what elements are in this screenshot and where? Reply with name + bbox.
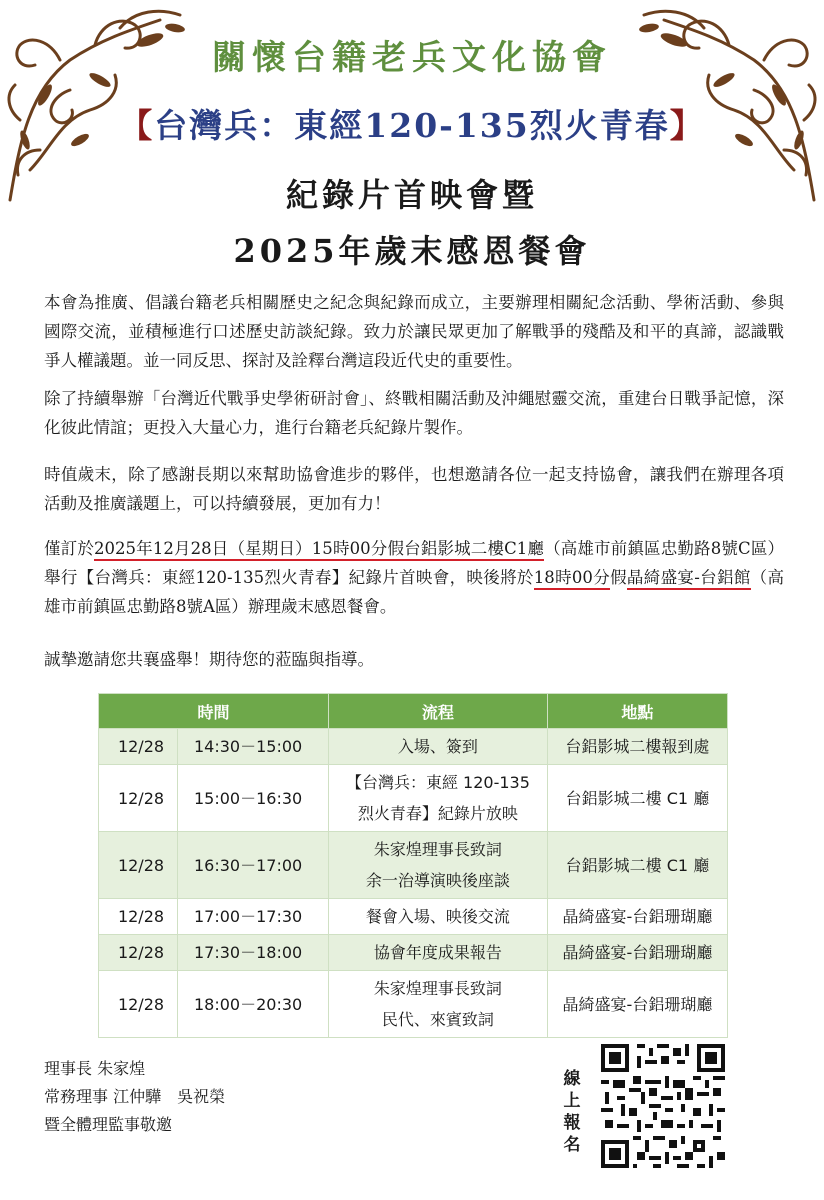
row-time: 16:30－17:00 <box>178 832 329 899</box>
online-registration-label: 線上報名 <box>563 1069 581 1155</box>
qr-code-icon[interactable] <box>597 1040 729 1172</box>
film-title-bracket-close: 】 <box>669 106 705 145</box>
row-time: 17:00－17:30 <box>178 899 329 935</box>
row-flow: 協會年度成果報告 <box>329 935 548 971</box>
row-flow <box>329 765 548 832</box>
row-time: 15:00－16:30 <box>178 765 329 832</box>
film-title-bracket-open: 【 <box>119 106 155 145</box>
row-place: 台鋁影城二樓報到處 <box>547 729 727 765</box>
organization-name: 關懷台籍老兵文化協會 <box>212 38 612 78</box>
event-details-text: 僅訂於 <box>44 539 94 558</box>
row-flow-line: 民代、來賓致詞 <box>381 1010 494 1029</box>
signature-chairman: 理事長 朱家煌 <box>44 1059 146 1078</box>
row-place: 晶綺盛宴-台鋁珊瑚廳 <box>547 971 727 1038</box>
table-header-flow: 流程 <box>329 694 548 729</box>
table-row <box>99 729 728 765</box>
row-flow <box>329 832 548 899</box>
schedule-table <box>98 693 728 1038</box>
year-end-paragraph: 時值歲末，除了感謝長期以來幫助協會進步的夥伴，也想邀請各位一起支持協會，讓我們在辦理各項活動及推廣議題上，可以持續發展，更加有力！ <box>44 465 784 513</box>
row-flow-line: 朱家煌理事長致詞 <box>373 840 502 859</box>
row-time: 17:30－18:00 <box>178 935 329 971</box>
invitation-paragraph: 誠摯邀請您共襄盛舉！期待您的蒞臨與指導。 <box>44 650 374 669</box>
table-row <box>99 765 728 832</box>
intro-paragraph: 本會為推廣、倡議台籍老兵相關歷史之紀念與紀錄而成立，主要辦理相關紀念活動、學術活動、參與國際交流，並積極進行口述歷史訪談紀錄。致力於讓民眾更加了解戰爭的殘酷及和平的真諦，認識戰爭人權議題。並一同反思、探討及詮釋台灣這段近代史的重要性。 <box>44 293 784 370</box>
row-date: 12/28 <box>99 765 178 832</box>
table-header-place: 地點 <box>547 694 727 729</box>
table-header-row <box>99 694 728 729</box>
signature-executive-directors: 常務理事 江仲驊 吳祝榮 <box>44 1087 226 1106</box>
signature-board: 暨全體理監事敬邀 <box>44 1115 173 1134</box>
event-subtitle-premiere: 紀錄片首映會暨 <box>285 176 538 214</box>
row-time: 18:00－20:30 <box>178 971 329 1038</box>
table-row <box>99 971 728 1038</box>
row-flow: 餐會入場、映後交流 <box>329 899 548 935</box>
row-flow: 入場、簽到 <box>329 729 548 765</box>
film-title-text: 台灣兵：東經120-135烈火青春 <box>154 106 670 145</box>
row-place: 台鋁影城二樓 C1 廳 <box>547 765 727 832</box>
row-date: 12/28 <box>99 729 178 765</box>
activities-paragraph: 除了持續舉辦「台灣近代戰爭史學術研討會」、終戰相關活動及沖繩慰靈交流，重建台日戰爭記憶，深化彼此情誼；更投入大量心力，進行台籍老兵紀錄片製作。 <box>44 389 784 437</box>
film-title <box>0 100 824 147</box>
event-subtitle-banquet: 2025年歲末感恩餐會 <box>233 232 591 270</box>
row-place: 台鋁影城二樓 C1 廳 <box>547 832 727 899</box>
premiere-datetime-venue: 2025年12月28日（星期日）15時00分假台鋁影城二樓C1廳 <box>94 539 544 561</box>
table-row <box>99 832 728 899</box>
event-details-text: （高雄市前鎮區忠勤路8號A區）辦理歲末感恩餐會。 <box>44 568 785 616</box>
event-details-text: 假 <box>610 568 627 587</box>
row-flow-line: 烈火青春】紀錄片放映 <box>357 804 518 823</box>
row-flow-line: 【台灣兵：東經 120-135 <box>345 773 530 792</box>
event-details-text: （高雄市前鎮區忠勤路8號C區）舉行【台灣兵：東經120-135烈火青春】紀錄片首映會，映後將於 <box>44 539 784 587</box>
row-date: 12/28 <box>99 935 178 971</box>
event-details-paragraph <box>44 534 784 621</box>
table-header-time: 時間 <box>99 694 329 729</box>
row-time: 14:30－15:00 <box>178 729 329 765</box>
table-row <box>99 899 728 935</box>
row-date: 12/28 <box>99 832 178 899</box>
banquet-time: 18時00分 <box>534 568 610 590</box>
row-date: 12/28 <box>99 899 178 935</box>
row-flow-line: 余一治導演映後座談 <box>365 871 510 890</box>
banquet-venue: 晶綺盛宴-台鋁館 <box>627 568 751 590</box>
row-flow-line: 朱家煌理事長致詞 <box>373 979 502 998</box>
table-row <box>99 935 728 971</box>
row-date: 12/28 <box>99 971 178 1038</box>
row-place: 晶綺盛宴-台鋁珊瑚廳 <box>547 935 727 971</box>
row-place: 晶綺盛宴-台鋁珊瑚廳 <box>547 899 727 935</box>
row-flow <box>329 971 548 1038</box>
